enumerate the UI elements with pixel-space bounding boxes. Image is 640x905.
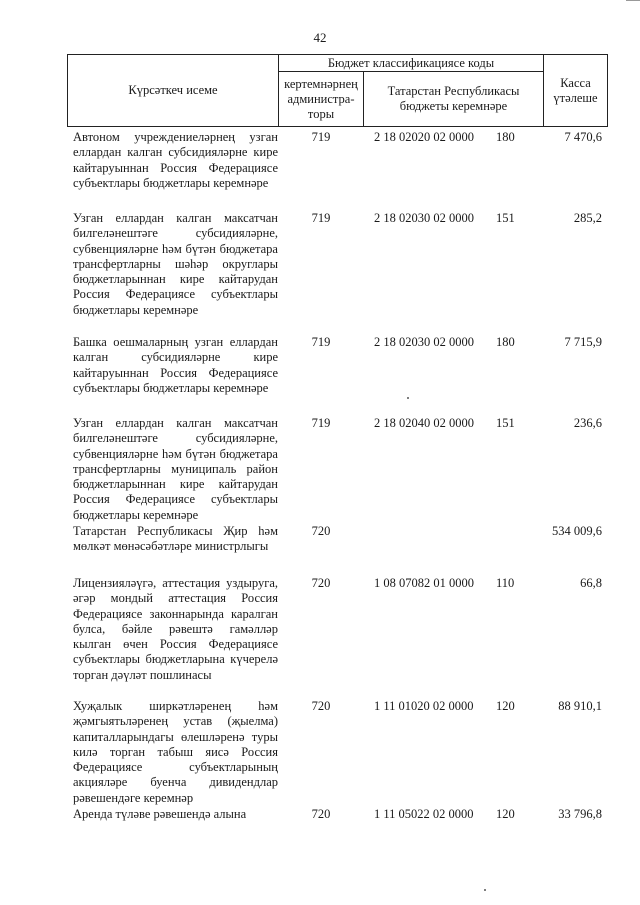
header-budget-label: Татарстан Республикасы бюджеты керемнәре <box>387 84 520 113</box>
row-cash-amount: 88 910,1 <box>558 699 602 713</box>
row-budget-code: 2 18 02030 02 0000 <box>374 211 474 225</box>
scan-speck <box>484 889 486 891</box>
row-budget-code: 2 18 02020 02 0000 <box>374 130 474 144</box>
row-budget-code: 1 08 07082 01 0000 <box>374 576 474 590</box>
row-budget-code: 2 18 02040 02 0000 <box>374 416 474 430</box>
header-revenue-administrator <box>279 72 364 126</box>
row-admin-code: 719 <box>311 335 331 349</box>
row-cash-amount: 285,2 <box>573 211 602 225</box>
row-admin-code: 720 <box>311 576 331 590</box>
row-indicator-name: Башка оешмаларның узган еллардан калган субсидияләрне кире кайтаруыннан Россия Федерациясе субъектлары бюджетлары керемнәре <box>73 335 278 395</box>
row-kosgu-code: 110 <box>496 576 515 590</box>
header-tatarstan-budget-revenue <box>364 72 544 126</box>
row-budget-code: 1 11 05022 02 0000 <box>374 807 474 821</box>
row-admin-code: 720 <box>311 807 331 821</box>
row-kosgu-code: 151 <box>496 416 515 430</box>
row-cash-amount: 33 796,8 <box>558 807 602 821</box>
header-budget-classification-code: Бюджет классификациясе коды <box>279 55 544 72</box>
row-indicator-name: Татарстан Республикасы Җир һәм мөлкәт мөнәсәбәтләре министрлыгы <box>73 524 278 554</box>
row-cash-amount: 534 009,6 <box>552 524 602 538</box>
row-indicator-name: Хуҗалык ширкәтләренең һәм җәмгыятьләренең устав (җыелма) капиталларындагы өлешләренә туры килә торган табыш яисә Россия Федерациясе субъектларының акцияләре буенча дивидендлар рәвешендәге керемнәр <box>73 699 278 805</box>
row-budget-code: 2 18 02030 02 0000 <box>374 335 474 349</box>
header-indicator-name: Күрсәткеч исеме <box>68 55 279 126</box>
row-cash-amount: 7 470,6 <box>564 130 602 144</box>
row-indicator-name: Узган еллардан калган максатчан билгеләнештәге субсидияләрне, субвенцияләрне һәм бүтән бюджетара трансфертларны шәһәр округлары бюджетларыннан кире кайтарудан Россия Федерациясе субъектлары бюджетлары керемнәре <box>73 211 278 317</box>
row-budget-code: 1 11 01020 02 0000 <box>374 699 474 713</box>
row-kosgu-code: 151 <box>496 211 515 225</box>
row-cash-amount: 236,6 <box>573 416 602 430</box>
scan-speck <box>407 397 409 399</box>
row-indicator-name: Лицензияләүгә, аттестация уздыруга, әгәр мондый аттестация Россия Федерациясе законнарында каралган булса, бәйле рәвештә гамәлләр кылган өчен Россия Федерациясе субъектлары бюджетларына күчерелә торган дәүләт пошлинасы <box>73 576 278 682</box>
header-cash-label: Касса үтәлеше <box>553 75 598 105</box>
row-kosgu-code: 180 <box>496 335 515 349</box>
row-kosgu-code: 120 <box>496 699 515 713</box>
row-indicator-name: Узган еллардан калган максатчан билгеләнештәге субсидияләрне, субвенцияләрне һәм бүтән бюджетара трансфертларны муниципаль район бюджетларыннан кире кайтарудан Россия Федерациясе субъектлары бюджетлары керемнәре <box>73 416 278 522</box>
row-admin-code: 719 <box>311 130 331 144</box>
row-admin-code: 719 <box>311 211 331 225</box>
row-indicator-name: Аренда түләве рәвешендә алына <box>73 807 247 821</box>
row-kosgu-code: 120 <box>496 807 515 821</box>
row-kosgu-code: 180 <box>496 130 515 144</box>
page-number: 42 <box>313 30 327 45</box>
row-indicator-name: Автоном учреждениеләрнең узган еллардан калган субсидияләрне кире кайтаруыннан Россия Федерациясе субъектлары бюджетлары керемнәре <box>73 130 278 190</box>
table-header <box>67 54 608 127</box>
row-cash-amount: 66,8 <box>580 576 602 590</box>
row-cash-amount: 7 715,9 <box>564 335 602 349</box>
header-admin-label: кертемнәрнең администра-торы <box>284 76 358 121</box>
row-admin-code: 719 <box>311 416 331 430</box>
row-admin-code: 720 <box>311 524 331 538</box>
scan-edge-mark <box>626 0 640 1</box>
header-cash-execution <box>544 55 607 126</box>
row-admin-code: 720 <box>311 699 331 713</box>
